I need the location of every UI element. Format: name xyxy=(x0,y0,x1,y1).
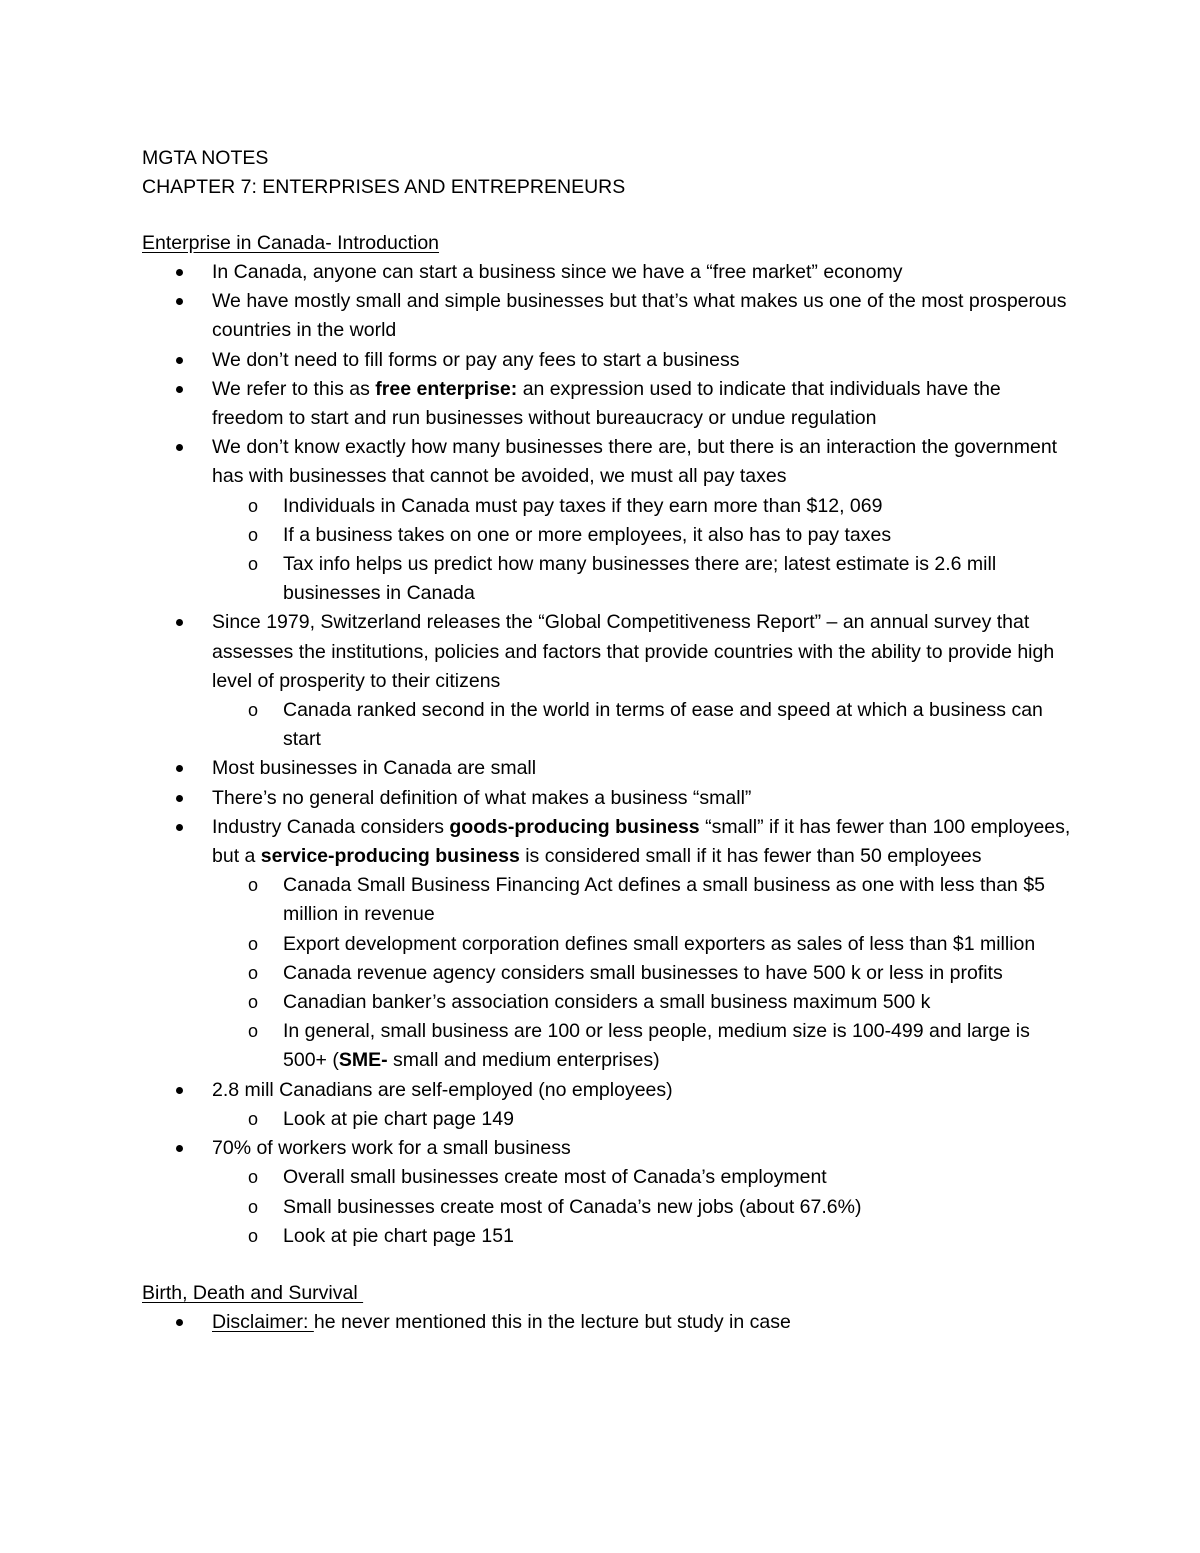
list-item: We refer to this as free enterprise: an expression used to indicate that individuals have the freedom to start and run businesses without bureaucracy or undue regulation xyxy=(142,375,1077,433)
document-title: MGTA NOTES xyxy=(142,147,269,169)
disclaimer-label: Disclaimer: xyxy=(212,1310,314,1333)
list-item: 2.8 mill Canadians are self-employed (no employees) xyxy=(142,1076,1077,1105)
notes-content xyxy=(142,144,1077,1337)
sub-list-item: o Canada Small Business Financing Act defines a small business as one with less than $5 million in revenue xyxy=(142,871,1077,929)
sub-list-item: o Individuals in Canada must pay taxes if they earn more than $12, 069 xyxy=(142,492,1077,521)
sub-list-item: o Export development corporation defines small exporters as sales of less than $1 million xyxy=(142,930,1077,959)
term-goods-producing: goods-producing business xyxy=(449,815,700,838)
sub-list-item: o Canadian banker’s association considers a small business maximum 500 k xyxy=(142,988,1077,1017)
chapter-title: CHAPTER 7: ENTERPRISES AND ENTREPRENEURS xyxy=(142,176,626,198)
sub-list-item: o Look at pie chart page 149 xyxy=(142,1105,1077,1134)
sub-list-item: o In general, small business are 100 or less people, medium size is 100-499 and large is 500+ (SME- small and medium enterprises) xyxy=(142,1017,1077,1075)
list-item: We have mostly small and simple businesses but that’s what makes us one of the most prosperous countries in the world xyxy=(142,287,1077,345)
list-item: We don’t know exactly how many businesses there are, but there is an interaction the government has with businesses that cannot be avoided, we must all pay taxes xyxy=(142,433,1077,491)
term-free-enterprise: free enterprise: xyxy=(375,377,518,400)
list-item: Since 1979, Switzerland releases the “Global Competitiveness Report” – an annual survey that assesses the institutions, policies and factors that provide countries with the ability to provide high level of prosperity to their citizens xyxy=(142,608,1077,696)
list-item: Disclaimer: he never mentioned this in the lecture but study in case xyxy=(142,1308,1077,1337)
list-item: We don’t need to fill forms or pay any fees to start a business xyxy=(142,346,1077,375)
section-heading-enterprise: Enterprise in Canada- Introduction xyxy=(142,232,440,254)
sub-list-item: o Small businesses create most of Canada’s new jobs (about 67.6%) xyxy=(142,1193,1077,1222)
term-service-producing: service-producing business xyxy=(260,845,520,868)
survival-bullet-list xyxy=(142,1308,1077,1337)
list-item: In Canada, anyone can start a business since we have a “free market” economy xyxy=(142,258,1077,287)
sub-list-item: o Look at pie chart page 151 xyxy=(142,1222,1077,1251)
sub-list-item: o Canada revenue agency considers small businesses to have 500 k or less in profits xyxy=(142,959,1077,988)
sub-list-item: o Tax info helps us predict how many businesses there are; latest estimate is 2.6 mill businesses in Canada xyxy=(142,550,1077,608)
sub-list-item: o Canada ranked second in the world in terms of ease and speed at which a business can start xyxy=(142,696,1077,754)
enterprise-bullet-list xyxy=(142,258,1077,1251)
term-sme: SME- xyxy=(338,1049,388,1072)
list-item: There’s no general definition of what makes a business “small” xyxy=(142,784,1077,813)
list-item: Most businesses in Canada are small xyxy=(142,754,1077,783)
sub-list-item: o Overall small businesses create most of Canada’s employment xyxy=(142,1163,1077,1192)
sub-list-item: o If a business takes on one or more employees, it also has to pay taxes xyxy=(142,521,1077,550)
section-heading-birth-death-survival: Birth, Death and Survival xyxy=(142,1281,364,1304)
list-item: Industry Canada considers goods-producing business “small” if it has fewer than 100 employees, but a service-producing business is considered small if it has fewer than 50 employees xyxy=(142,813,1077,871)
list-item: 70% of workers work for a small business xyxy=(142,1134,1077,1163)
